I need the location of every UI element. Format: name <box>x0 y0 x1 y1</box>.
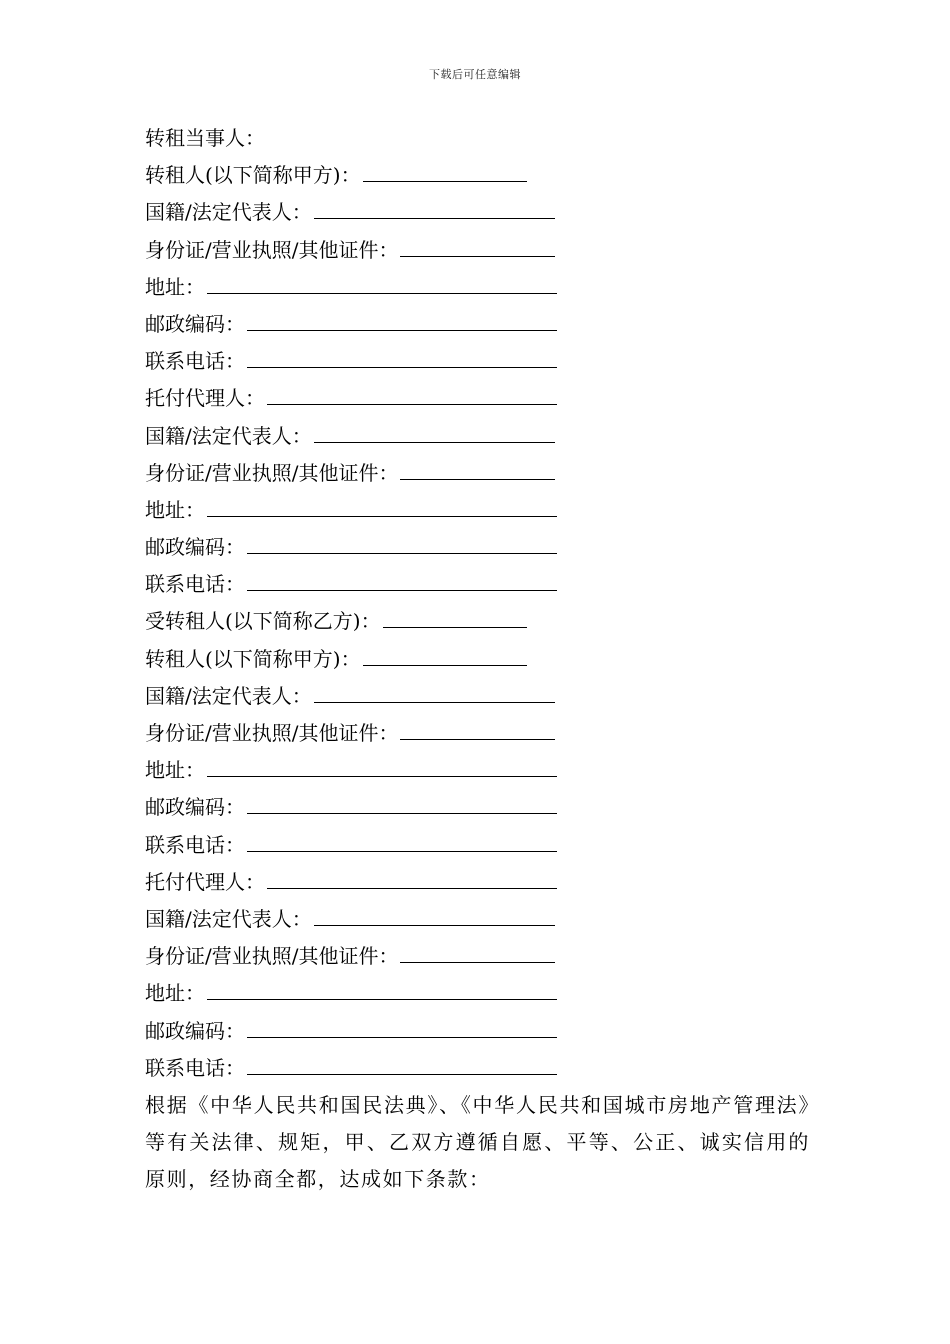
field-label: 地址： <box>145 981 205 1006</box>
form-field-line <box>145 529 810 566</box>
form-field-line <box>145 232 810 269</box>
form-fields <box>145 157 810 1087</box>
field-blank-underline[interactable] <box>207 981 557 1000</box>
field-label: 联系电话： <box>145 572 245 597</box>
form-field-line <box>145 157 810 194</box>
form-field-line <box>145 566 810 603</box>
field-blank-underline[interactable] <box>247 833 557 852</box>
form-field-line <box>145 938 810 975</box>
field-label: 转租人(以下简称甲方)： <box>145 646 361 671</box>
field-label: 身份证/营业执照/其他证件： <box>145 721 399 745</box>
form-field-line <box>145 343 810 380</box>
field-blank-underline[interactable] <box>400 238 555 257</box>
field-label: 转租人(以下简称甲方)： <box>145 163 361 188</box>
field-label: 托付代理人： <box>145 386 265 411</box>
field-label: 地址： <box>145 274 205 299</box>
form-field-line <box>145 306 810 343</box>
form-field-line <box>145 455 810 492</box>
page-header-note: 下载后可任意编辑 <box>429 68 521 81</box>
field-blank-underline[interactable] <box>247 1056 557 1075</box>
field-label: 邮政编码： <box>145 535 245 560</box>
form-field-line <box>145 715 810 752</box>
field-label: 受转租人(以下简称乙方)： <box>145 609 381 634</box>
field-blank-underline[interactable] <box>247 1019 557 1038</box>
field-blank-underline[interactable] <box>400 461 555 480</box>
field-blank-underline[interactable] <box>247 312 557 331</box>
field-blank-underline[interactable] <box>383 609 527 628</box>
form-field-line <box>145 975 810 1012</box>
field-blank-underline[interactable] <box>267 386 557 405</box>
field-label: 地址： <box>145 758 205 783</box>
document-body <box>145 120 810 1198</box>
field-blank-underline[interactable] <box>247 535 557 554</box>
field-label: 身份证/营业执照/其他证件： <box>145 237 399 262</box>
field-blank-underline[interactable] <box>314 200 555 219</box>
form-field-line <box>145 901 810 938</box>
field-label: 邮政编码： <box>145 1018 245 1043</box>
field-label: 邮政编码： <box>145 795 245 820</box>
form-field-line <box>145 641 810 678</box>
field-blank-underline[interactable] <box>314 907 555 926</box>
field-label: 联系电话： <box>145 349 245 374</box>
form-field-line <box>145 752 810 789</box>
field-blank-underline[interactable] <box>247 572 557 591</box>
field-label: 邮政编码： <box>145 311 245 336</box>
field-label: 国籍/法定代表人： <box>145 683 312 708</box>
form-field-line <box>145 492 810 529</box>
form-field-line <box>145 678 810 715</box>
field-blank-underline[interactable] <box>363 163 527 182</box>
field-label: 身份证/营业执照/其他证件： <box>145 944 399 969</box>
form-field-line <box>145 864 810 901</box>
field-label: 身份证/营业执照/其他证件： <box>145 460 399 485</box>
form-field-line <box>145 603 810 640</box>
field-blank-underline[interactable] <box>400 721 555 740</box>
agreement-paragraph: 根据《中华人民共和国民法典》、《中华人民共和国城市房地产管理法》等有关法律、规矩，甲、乙双方遵循自愿、平等、公正、诚实信用的原则，经协商全都，达成如下条款： <box>145 1092 810 1192</box>
field-blank-underline[interactable] <box>267 870 557 889</box>
field-blank-underline[interactable] <box>207 758 557 777</box>
field-label: 联系电话： <box>145 832 245 857</box>
form-field-line <box>145 380 810 417</box>
field-label: 国籍/法定代表人： <box>145 906 312 931</box>
field-blank-underline[interactable] <box>207 498 557 517</box>
form-field-line <box>145 194 810 231</box>
field-label: 国籍/法定代表人： <box>145 200 312 225</box>
field-blank-underline[interactable] <box>363 647 527 666</box>
field-blank-underline[interactable] <box>207 275 557 294</box>
form-field-line <box>145 1050 810 1087</box>
form-field-line <box>145 418 810 455</box>
field-blank-underline[interactable] <box>247 795 557 814</box>
field-label: 联系电话： <box>145 1055 245 1080</box>
field-label: 国籍/法定代表人： <box>145 423 312 448</box>
field-label: 托付代理人： <box>145 869 265 894</box>
section-heading: 转租当事人： <box>145 126 265 150</box>
form-field-line <box>145 269 810 306</box>
field-blank-underline[interactable] <box>314 684 555 703</box>
field-label: 地址： <box>145 497 205 522</box>
form-field-line <box>145 1013 810 1050</box>
field-blank-underline[interactable] <box>247 349 557 368</box>
field-blank-underline[interactable] <box>314 424 555 443</box>
form-field-line <box>145 789 810 826</box>
field-blank-underline[interactable] <box>400 944 555 963</box>
form-field-line <box>145 827 810 864</box>
